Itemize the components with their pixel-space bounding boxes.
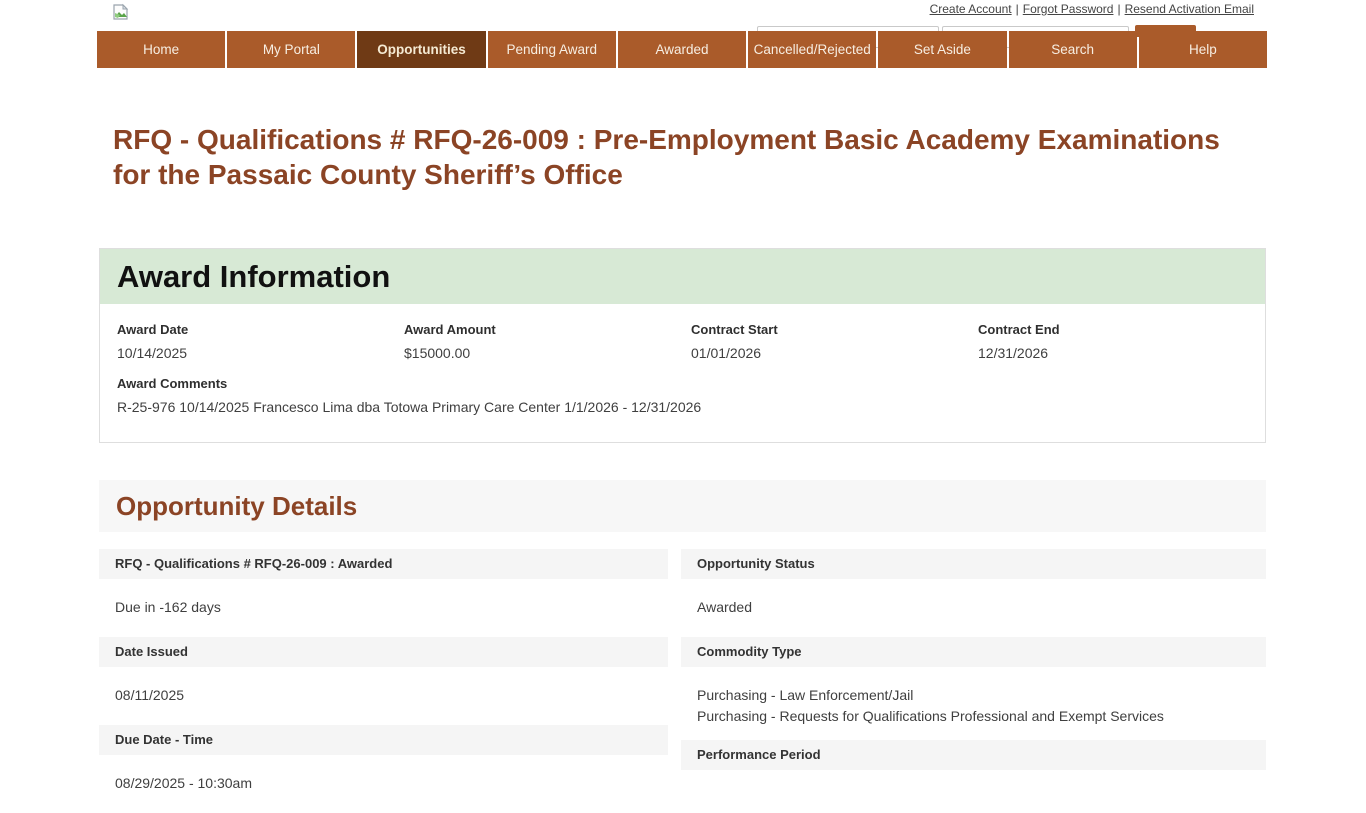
broken-image-icon [113,4,128,20]
main-nav [97,31,1267,68]
create-account-link[interactable]: Create Account [929,2,1012,16]
commodity-type-value-2: Purchasing - Requests for Qualifications Professional and Exempt Services [697,708,1164,724]
date-issued-value: 08/11/2025 [115,687,185,703]
date-issued-strip: Date Issued [99,637,668,667]
contract-start-value: 01/01/2026 [691,345,762,361]
link-separator: | [1015,2,1019,16]
opportunity-details-left-column [99,549,668,813]
nav-tab-pending-award[interactable]: Pending Award [488,31,616,68]
contract-end-value: 12/31/2026 [978,345,1049,361]
award-fields-row [100,322,1265,361]
opportunity-status-strip: Opportunity Status [681,549,1266,579]
nav-tab-awarded[interactable]: Awarded [618,31,746,68]
contract-end-label: Contract End [978,322,1060,337]
due-date-time-value-row [99,773,668,794]
opportunity-details-heading: Opportunity Details [116,490,358,521]
award-comments-label: Award Comments [117,376,228,391]
contract-end-field [978,322,1265,361]
award-date-value: 10/14/2025 [117,345,188,361]
award-information-section [99,248,1266,443]
nav-tab-home[interactable]: Home [97,31,225,68]
account-links [930,2,1254,16]
commodity-type-value-rows [681,685,1266,727]
commodity-type-value-1: Purchasing - Law Enforcement/Jail [697,687,914,703]
award-date-label: Award Date [117,322,189,337]
contract-start-field [691,322,978,361]
rfq-status-strip: RFQ - Qualifications # RFQ-26-009 : Awarded [99,549,668,579]
resend-activation-link[interactable]: Resend Activation Email [1124,2,1254,16]
link-separator: | [1117,2,1121,16]
award-amount-field [404,322,691,361]
award-date-field [117,322,404,361]
award-comments-field [100,376,1265,415]
nav-tab-help[interactable]: Help [1139,31,1267,68]
nav-tab-search[interactable]: Search [1009,31,1137,68]
performance-period-strip: Performance Period [681,740,1266,770]
award-information-heading: Award Information [117,258,391,294]
nav-tab-my-portal[interactable]: My Portal [227,31,355,68]
award-comments-value: R-25-976 10/14/2025 Francesco Lima dba Totowa Primary Care Center 1/1/2026 - 12/31/2026 [117,399,702,415]
commodity-type-strip: Commodity Type [681,637,1266,667]
award-amount-label: Award Amount [404,322,496,337]
opportunity-details-right-column [681,549,1266,770]
due-date-time-strip: Due Date - Time [99,725,668,755]
award-information-header [100,249,1265,304]
award-amount-value: $15000.00 [404,345,471,361]
page-title: RFQ - Qualifications # RFQ-26-009 : Pre-Employment Basic Academy Examinations for the Passaic County Sheriff’s Office [113,124,1220,190]
due-in-value: Due in -162 days [115,599,221,615]
forgot-password-link[interactable]: Forgot Password [1022,2,1114,16]
due-date-time-value: 08/29/2025 - 10:30am [115,775,252,791]
nav-tab-cancelled-rejected[interactable]: Cancelled/Rejected [748,31,876,68]
opportunity-status-value: Awarded [697,599,753,615]
due-in-value-row [99,597,668,618]
nav-tab-opportunities[interactable]: Opportunities [357,31,485,68]
opportunity-details-header [99,480,1266,532]
contract-start-label: Contract Start [691,322,778,337]
date-issued-value-row [99,685,668,706]
opportunity-status-value-row [681,597,1266,618]
nav-tab-set-aside[interactable]: Set Aside [878,31,1006,68]
